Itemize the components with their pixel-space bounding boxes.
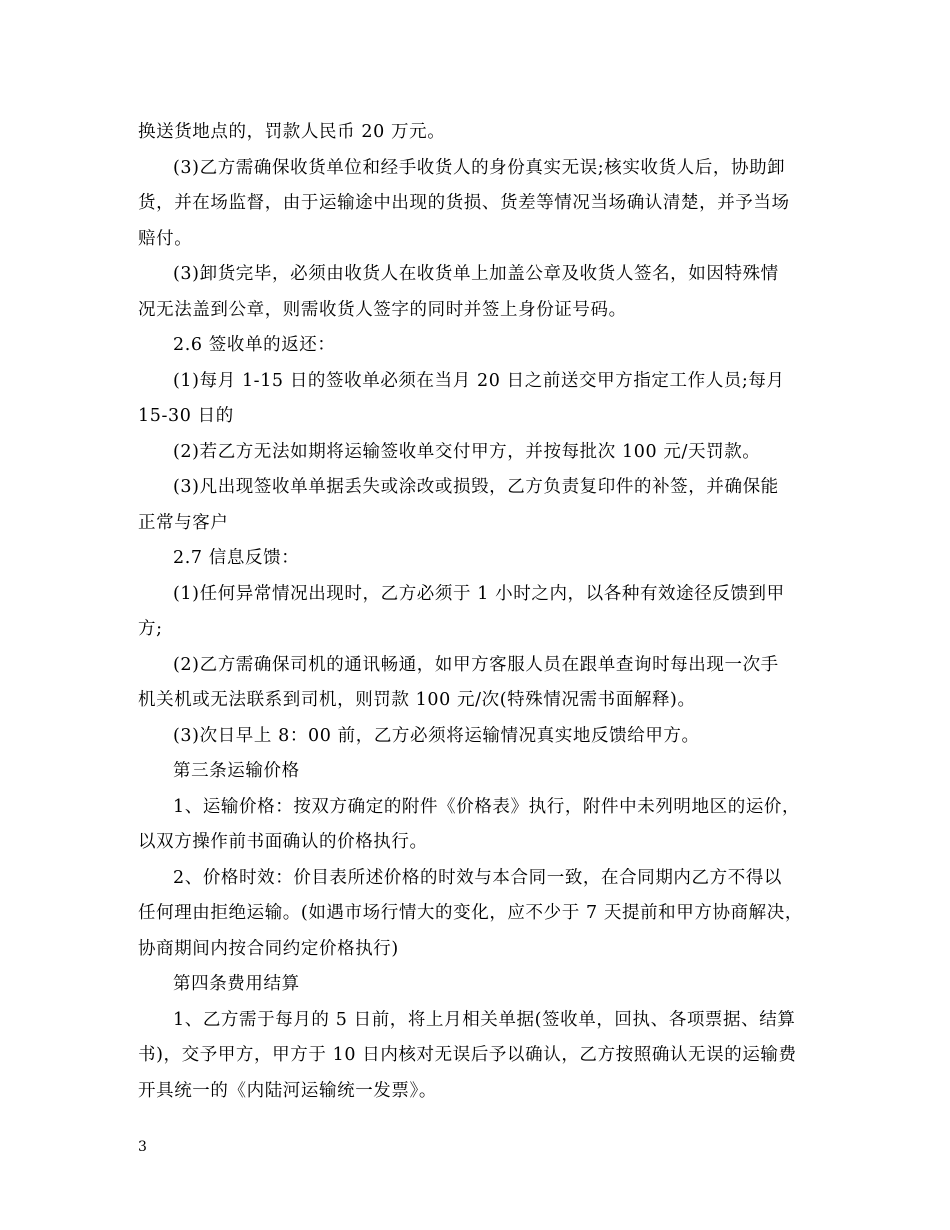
text-line: (3)次日早上 8：00 前，乙方必须将运输情况真实地反馈给甲方。 [173,725,700,746]
article-heading: 第四条费用结算 [173,974,300,994]
text-line: 以双方操作前书面确认的价格执行。 [138,832,428,852]
text-line: 正常与客户 [138,512,229,533]
text-line: 协商期间内按合同约定价格执行) [138,938,399,959]
text-line: 1、乙方需于每月的 5 日前，将上月相关单据(签收单，回执、各项票据、结算 [173,1009,796,1030]
text-line: 机关机或无法联系到司机，则罚款 100 元/次(特殊情况需书面解释)。 [138,690,696,710]
section-heading: 2.7 信息反馈： [173,548,300,568]
text-line: 书)，交予甲方，甲方于 10 日内核对无误后予以确认，乙方按照确认无误的运输费 [138,1045,797,1065]
text-line: (1)任何异常情况出现时，乙方必须于 1 小时之内，以各种有效途径反馈到甲 [173,583,785,604]
text-line: 赔付。 [138,228,193,249]
article-heading: 第三条运输价格 [173,761,300,781]
text-line: 2、价格时效：价目表所述价格的时效与本合同一致，在合同期内乙方不得以 [173,867,783,888]
text-line: (3)乙方需确保收货单位和经手收货人的身份真实无误;核实收货人后，协助卸 [173,157,786,178]
text-line: 任何理由拒绝运输。(如遇市场行情大的变化，应不少于 7 天提前和甲方协商解决， [138,903,803,923]
text-line: (2)若乙方无法如期将运输签收单交付甲方，并按每批次 100 元/天罚款。 [173,441,761,462]
text-line: 1、运输价格：按双方确定的附件《价格表》执行，附件中未列明地区的运价， [173,796,801,817]
text-line: 15-30 日的 [138,406,234,426]
text-line: (2)乙方需确保司机的通讯畅通，如甲方客服人员在跟单查询时每出现一次手 [173,654,779,675]
section-heading: 2.6 签收单的返还： [173,335,336,355]
text-line: 况无法盖到公章，则需收货人签字的同时并签上身份证号码。 [138,299,627,320]
text-line: 开具统一的《内陆河运输统一发票》。 [138,1080,437,1101]
text-line: (3)卸货完毕，必须由收货人在收货单上加盖公章及收货人签名，如因特殊情 [173,264,779,284]
text-line: 换送货地点的，罚款人民币 20 万元。 [138,122,446,142]
text-line: (3)凡出现签收单单据丢失或涂改或损毁，乙方负责复印件的补签，并确保能 [173,477,779,497]
document-body [138,115,814,1109]
text-line: 货，并在场监督，由于运输途中出现的货损、货差等情况当场确认清楚，并予当场 [138,193,790,213]
page-number: 3 [138,1139,147,1155]
text-line: (1)每月 1-15 日的签收单必须在当月 20 日之前送交甲方指定工作人员;每月 [173,370,785,391]
text-line: 方; [138,619,163,639]
